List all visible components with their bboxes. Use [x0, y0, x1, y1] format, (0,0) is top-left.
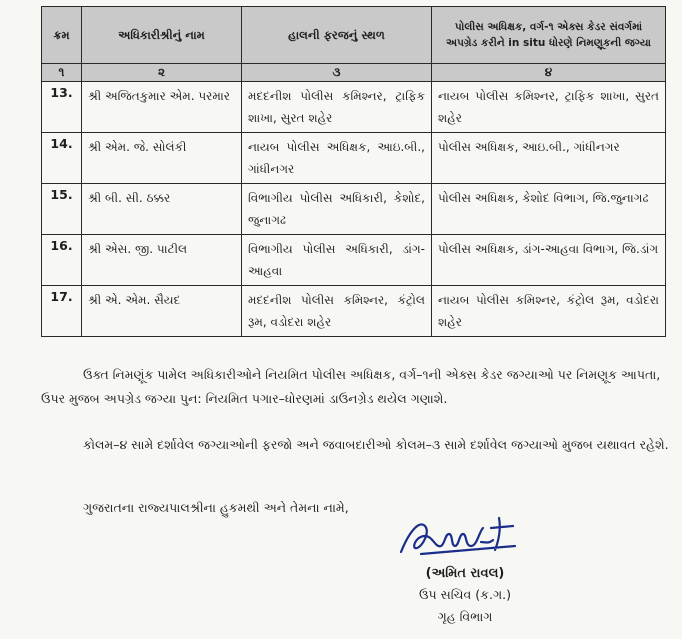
column-number: ૪ [432, 64, 666, 82]
downgrade-paragraph: ઉક્ત નિમણૂંક પામેલ અધિકારીઓને નિયમિત પોલીસ અધિક્ષક, વર્ગ–૧ની એક્સ કેડર જગ્યાઓ પર નિમણૂક આપતા, ઉપર મુજબ અપગ્રેડ જગ્યા પુન: નિયમિત પગાર–ધોરણમાં ડાઉનગ્રેડ થયેલ ગણાશે. [41, 367, 661, 406]
signatory-designation: ઉપ સચિવ (ક.ગ.) [419, 587, 511, 602]
current-post: મદદનીશ પોલીસ કમિશ્નર, ટ્રાફિક શાખા, સુરત શહેર [242, 82, 432, 133]
duties-paragraph: કોલમ–૪ સામે દર્શાવેલ જગ્યાઓની ફરજો અને જવાબદારીઓ કોલમ–૩ સામે દર્શાવેલ જગ્યાઓ મુજબ યથાવત રહેશે. [83, 437, 669, 452]
column-number: ૨ [82, 64, 242, 82]
officer-name: શ્રી એમ. જે. સોલંકી [82, 133, 242, 184]
signatory-name: (અમિત રાવલ) [425, 566, 505, 581]
header-officer-name: અધિકારીશ્રીનું નામ [82, 7, 242, 64]
serial-number: 17. [42, 286, 82, 337]
current-post: નાયબ પોલીસ અધિક્ષક, આઇ.બી., ગાંધીનગર [242, 133, 432, 184]
officer-name: શ્રી બી. સી. ઠક્કર [82, 184, 242, 235]
current-post: વિભાગીય પોલીસ અધિકારી, ડાંગ-આહવા [242, 235, 432, 286]
signatory-department: ગૃહ વિભાગ [437, 609, 493, 624]
signature-block [390, 510, 540, 625]
governor-order-line: ગુજરાતના રાજ્યપાલશ્રીના હુકમથી અને તેમના નામે, [83, 500, 349, 515]
new-post: પોલીસ અધિક્ષક, કેશોદ વિભાગ, જિ.જુનાગઢ [432, 184, 666, 235]
new-post: નાયબ પોલીસ કમિશ્નર, કંટ્રોલ રૂમ, વડોદરા શહેર [432, 286, 666, 337]
column-number: ૧ [42, 64, 82, 82]
current-post: મદદનીશ પોલીસ કમિશ્નર, કંટ્રોલ રૂમ, વડોદરા શહેર [242, 286, 432, 337]
officer-name: શ્રી અજિતકુમાર એમ. પરમાર [82, 82, 242, 133]
header-current-post: હાલની ફરજનું સ્થળ [242, 7, 432, 64]
table-row [42, 286, 666, 337]
new-post: પોલીસ અધિક્ષક, ડાંગ-આહવા વિભાગ, જિ.ડાંગ [432, 235, 666, 286]
table-row [42, 184, 666, 235]
table-row [42, 133, 666, 184]
appointments-table [41, 6, 666, 337]
serial-number: 15. [42, 184, 82, 235]
new-post: પોલીસ અધિક્ષક, આઇ.બી., ગાંધીનગર [432, 133, 666, 184]
table-row [42, 235, 666, 286]
signature-image [395, 510, 535, 560]
header-serial: ક્રમ [42, 7, 82, 64]
new-post: નાયબ પોલીસ કમિશ્નર, ટ્રાફિક શાખા, સુરત શહેર [432, 82, 666, 133]
serial-number: 13. [42, 82, 82, 133]
officer-name: શ્રી એ. એમ. સૈયદ [82, 286, 242, 337]
column-number: ૩ [242, 64, 432, 82]
current-post: વિભાગીય પોલીસ અધિકારી, કેશોદ, જુનાગઢ [242, 184, 432, 235]
column-number-row [42, 64, 666, 82]
header-upgraded-post: પોલીસ અધિક્ષક, વર્ગ-૧ એક્સ કેડર સંવર્ગમાં અપગ્રેડ કરીને in situ ધોરણે નિમણૂકની જગ્યા [432, 7, 666, 64]
table-header-row [42, 7, 666, 64]
serial-number: 14. [42, 133, 82, 184]
officer-name: શ્રી એસ. જી. પાટીલ [82, 235, 242, 286]
table-row [42, 82, 666, 133]
serial-number: 16. [42, 235, 82, 286]
